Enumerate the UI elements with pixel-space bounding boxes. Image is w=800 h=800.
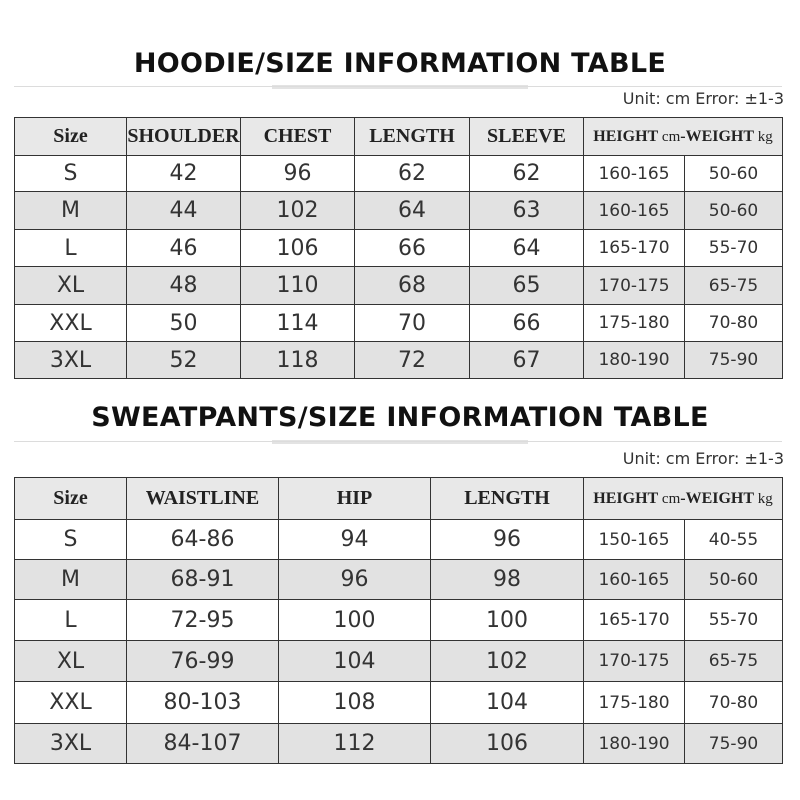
sweatpants-header-size: Size: [15, 478, 127, 520]
table-row: [15, 192, 783, 230]
size-cell: 3XL: [15, 724, 127, 764]
size-cell: M: [15, 192, 127, 230]
table-row: [15, 560, 783, 600]
height-cell: 160-165: [584, 192, 685, 230]
height-cell: 160-165: [584, 156, 685, 192]
chest-cell: 118: [241, 342, 355, 379]
table-row: [15, 520, 783, 560]
waistline-cell: 68-91: [127, 560, 279, 600]
weight-cell: 75-90: [685, 724, 783, 764]
hoodie-table-title: HOODIE/SIZE INFORMATION TABLE: [133, 48, 667, 79]
sweatpants-unit-note: Unit: cm Error: ±1-3: [622, 449, 784, 468]
length-cell: 100: [431, 600, 584, 641]
length-cell: 98: [431, 560, 584, 600]
size-cell: L: [15, 600, 127, 641]
table-row: [15, 724, 783, 764]
length-cell: 66: [355, 230, 470, 267]
hoodie-header-size: Size: [15, 118, 127, 156]
length-cell: 68: [355, 267, 470, 305]
height-cell: 165-170: [584, 600, 685, 641]
hip-cell: 112: [279, 724, 431, 764]
table-row: [15, 342, 783, 379]
table-row: [15, 230, 783, 267]
weight-cell: 50-60: [685, 560, 783, 600]
size-cell: S: [15, 520, 127, 560]
hip-cell: 100: [279, 600, 431, 641]
table-row: [15, 641, 783, 682]
sweatpants-header-waistline: WAISTLINE: [127, 478, 279, 520]
hip-cell: 96: [279, 560, 431, 600]
weight-cell: 70-80: [685, 305, 783, 342]
hip-cell: 108: [279, 682, 431, 724]
hoodie-unit-note: Unit: cm Error: ±1-3: [622, 89, 784, 108]
size-cell: L: [15, 230, 127, 267]
height-cell: 175-180: [584, 682, 685, 724]
sweatpants-header-hip: HIP: [279, 478, 431, 520]
hw-weight-label: -WEIGHT: [680, 489, 754, 507]
shoulder-cell: 52: [127, 342, 241, 379]
table-row: [15, 305, 783, 342]
chest-cell: 110: [241, 267, 355, 305]
size-cell: S: [15, 156, 127, 192]
table-row: [15, 267, 783, 305]
length-cell: 106: [431, 724, 584, 764]
waistline-cell: 72-95: [127, 600, 279, 641]
hoodie-header-shoulder: SHOULDER: [127, 118, 241, 156]
hoodie-header-sleeve: SLEEVE: [470, 118, 584, 156]
size-cell: 3XL: [15, 342, 127, 379]
waistline-cell: 80-103: [127, 682, 279, 724]
length-cell: 96: [431, 520, 584, 560]
height-cell: 180-190: [584, 342, 685, 379]
shoulder-cell: 44: [127, 192, 241, 230]
length-cell: 70: [355, 305, 470, 342]
hw-height-label: HEIGHT: [593, 489, 658, 507]
height-cell: 180-190: [584, 724, 685, 764]
weight-cell: 50-60: [685, 156, 783, 192]
weight-cell: 65-75: [685, 267, 783, 305]
waistline-cell: 64-86: [127, 520, 279, 560]
length-cell: 102: [431, 641, 584, 682]
chest-cell: 106: [241, 230, 355, 267]
length-cell: 104: [431, 682, 584, 724]
hw-height-label: HEIGHT: [593, 127, 658, 145]
hoodie-size-table: [14, 117, 783, 379]
sweatpants-divider: [14, 441, 782, 442]
shoulder-cell: 46: [127, 230, 241, 267]
height-cell: 170-175: [584, 267, 685, 305]
size-cell: XXL: [15, 305, 127, 342]
hoodie-header-height-weight: [584, 118, 783, 156]
sweatpants-size-table: [14, 477, 783, 764]
hw-weight-label: -WEIGHT: [680, 127, 754, 145]
table-row: [15, 600, 783, 641]
table-row: [15, 682, 783, 724]
sleeve-cell: 65: [470, 267, 584, 305]
hw-kg-label: kg: [757, 128, 773, 145]
chest-cell: 102: [241, 192, 355, 230]
shoulder-cell: 42: [127, 156, 241, 192]
weight-cell: 40-55: [685, 520, 783, 560]
shoulder-cell: 50: [127, 305, 241, 342]
sleeve-cell: 67: [470, 342, 584, 379]
length-cell: 62: [355, 156, 470, 192]
sweatpants-header-row: [15, 478, 783, 520]
size-cell: XXL: [15, 682, 127, 724]
weight-cell: 75-90: [685, 342, 783, 379]
sweatpants-header-length: LENGTH: [431, 478, 584, 520]
weight-cell: 50-60: [685, 192, 783, 230]
chest-cell: 114: [241, 305, 355, 342]
waistline-cell: 84-107: [127, 724, 279, 764]
sleeve-cell: 63: [470, 192, 584, 230]
waistline-cell: 76-99: [127, 641, 279, 682]
weight-cell: 55-70: [685, 230, 783, 267]
weight-cell: 65-75: [685, 641, 783, 682]
size-cell: M: [15, 560, 127, 600]
hoodie-header-length: LENGTH: [355, 118, 470, 156]
sweatpants-table-title: SWEATPANTS/SIZE INFORMATION TABLE: [91, 402, 709, 433]
length-cell: 64: [355, 192, 470, 230]
length-cell: 72: [355, 342, 470, 379]
hw-cm-label: cm: [661, 128, 681, 145]
hoodie-header-row: [15, 118, 783, 156]
hip-cell: 104: [279, 641, 431, 682]
height-cell: 160-165: [584, 560, 685, 600]
size-cell: XL: [15, 641, 127, 682]
sweatpants-header-height-weight: [584, 478, 783, 520]
shoulder-cell: 48: [127, 267, 241, 305]
table-row: [15, 156, 783, 192]
height-cell: 165-170: [584, 230, 685, 267]
hoodie-divider: [14, 86, 782, 87]
sleeve-cell: 62: [470, 156, 584, 192]
hw-cm-label: cm: [661, 490, 681, 507]
chest-cell: 96: [241, 156, 355, 192]
hoodie-header-chest: CHEST: [241, 118, 355, 156]
weight-cell: 55-70: [685, 600, 783, 641]
height-cell: 150-165: [584, 520, 685, 560]
weight-cell: 70-80: [685, 682, 783, 724]
height-cell: 175-180: [584, 305, 685, 342]
height-cell: 170-175: [584, 641, 685, 682]
size-cell: XL: [15, 267, 127, 305]
sleeve-cell: 64: [470, 230, 584, 267]
hip-cell: 94: [279, 520, 431, 560]
hw-kg-label: kg: [757, 490, 773, 507]
sleeve-cell: 66: [470, 305, 584, 342]
